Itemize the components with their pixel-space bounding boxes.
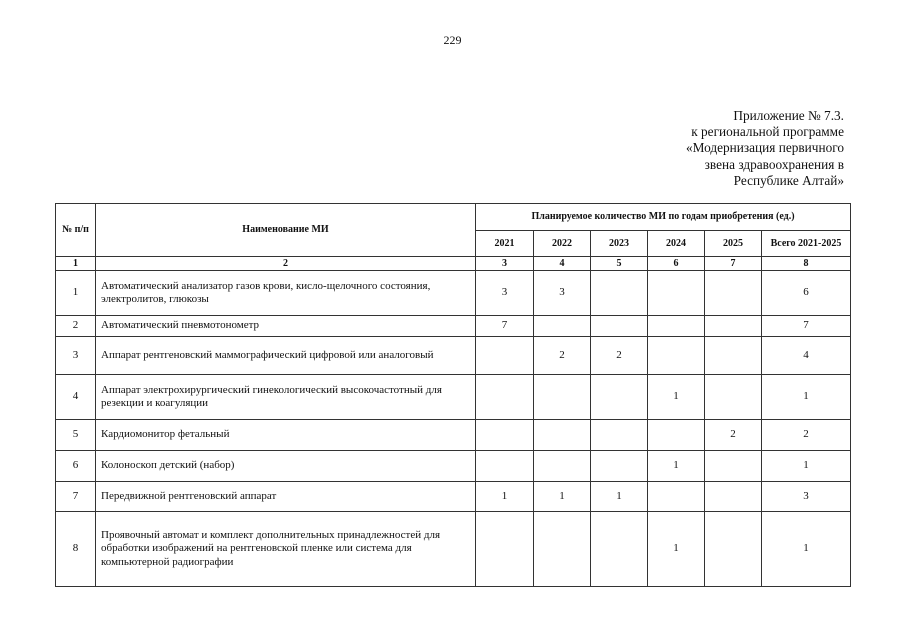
- row-value-2021: 3: [476, 271, 534, 316]
- table-row: [56, 316, 851, 337]
- row-value-total: 3: [762, 482, 851, 512]
- table-row: [56, 512, 851, 587]
- column-number: 2: [96, 257, 476, 271]
- equipment-table: [55, 203, 851, 587]
- column-number: 4: [534, 257, 591, 271]
- annex-line: «Модернизация первичного: [685, 140, 844, 156]
- table-row: [56, 271, 851, 316]
- row-num: 6: [56, 451, 96, 482]
- row-value-2025: [705, 482, 762, 512]
- row-value-2022: [534, 451, 591, 482]
- row-value-total: 2: [762, 420, 851, 451]
- row-name: Аппарат рентгеновский маммографический цифровой или аналоговый: [96, 337, 476, 375]
- table-row: [56, 375, 851, 420]
- row-name: Проявочный автомат и комплект дополнительных принадлежностей для обработки изображений на рентгеновской пленке или система для компьютерной радиографии: [96, 512, 476, 587]
- row-value-2021: [476, 451, 534, 482]
- row-num: 8: [56, 512, 96, 587]
- row-value-2024: [648, 420, 705, 451]
- row-value-2022: 2: [534, 337, 591, 375]
- row-value-2022: [534, 316, 591, 337]
- row-value-2024: [648, 316, 705, 337]
- row-value-2021: [476, 512, 534, 587]
- row-value-total: 7: [762, 316, 851, 337]
- row-name: Автоматический анализатор газов крови, кисло-щелочного состояния, электролитов, глюкозы: [96, 271, 476, 316]
- row-value-2025: [705, 316, 762, 337]
- row-value-2023: [591, 420, 648, 451]
- row-value-total: 1: [762, 451, 851, 482]
- column-number: 8: [762, 257, 851, 271]
- row-value-2021: 1: [476, 482, 534, 512]
- row-value-2022: 3: [534, 271, 591, 316]
- page-number: 229: [443, 33, 462, 47]
- header-year: 2022: [534, 231, 591, 257]
- row-value-2021: [476, 375, 534, 420]
- annex-line: Приложение № 7.3.: [733, 108, 844, 123]
- row-name: Передвижной рентгеновский аппарат: [96, 482, 476, 512]
- row-value-2025: [705, 451, 762, 482]
- column-number-row: [56, 257, 851, 271]
- row-value-2023: 1: [591, 482, 648, 512]
- row-num: 7: [56, 482, 96, 512]
- row-num: 1: [56, 271, 96, 316]
- annex-line: звена здравоохранения в: [704, 156, 844, 172]
- header-planned: Планируемое количество МИ по годам приобретения (ед.): [476, 204, 851, 231]
- row-value-total: 6: [762, 271, 851, 316]
- column-number: 3: [476, 257, 534, 271]
- row-value-total: 4: [762, 337, 851, 375]
- header-year: 2025: [705, 231, 762, 257]
- annex-heading: [686, 108, 844, 189]
- row-name: Автоматический пневмотонометр: [96, 316, 476, 337]
- row-value-2022: [534, 375, 591, 420]
- table-row: [56, 420, 851, 451]
- row-value-2022: [534, 512, 591, 587]
- row-value-2021: 7: [476, 316, 534, 337]
- row-value-2024: 1: [648, 375, 705, 420]
- annex-line: Республике Алтай»: [733, 172, 844, 188]
- row-value-2023: [591, 375, 648, 420]
- header-year: 2024: [648, 231, 705, 257]
- table-row: [56, 451, 851, 482]
- row-value-2023: [591, 451, 648, 482]
- row-value-2025: [705, 337, 762, 375]
- header-name: Наименование МИ: [96, 204, 476, 257]
- row-value-2023: [591, 271, 648, 316]
- row-value-2023: [591, 316, 648, 337]
- row-value-2024: [648, 337, 705, 375]
- column-number: 6: [648, 257, 705, 271]
- row-name: Колоноскоп детский (набор): [96, 451, 476, 482]
- row-value-2025: [705, 512, 762, 587]
- row-value-2024: [648, 482, 705, 512]
- row-value-2021: [476, 337, 534, 375]
- row-value-2025: 2: [705, 420, 762, 451]
- table-row: [56, 337, 851, 375]
- row-name: Кардиомонитор фетальный: [96, 420, 476, 451]
- row-name: Аппарат электрохирургический гинекологический высокочастотный для резекции и коагуляции: [96, 375, 476, 420]
- row-num: 5: [56, 420, 96, 451]
- row-num: 3: [56, 337, 96, 375]
- header-total: Всего 2021-2025: [762, 231, 851, 257]
- column-number: 1: [56, 257, 96, 271]
- row-value-2023: 2: [591, 337, 648, 375]
- table-row: [56, 482, 851, 512]
- row-value-2022: [534, 420, 591, 451]
- header-num: № п/п: [56, 204, 96, 257]
- row-value-2024: 1: [648, 451, 705, 482]
- header-year: 2021: [476, 231, 534, 257]
- row-value-2024: [648, 271, 705, 316]
- header-year: 2023: [591, 231, 648, 257]
- column-number: 5: [591, 257, 648, 271]
- row-value-total: 1: [762, 512, 851, 587]
- row-num: 4: [56, 375, 96, 420]
- row-value-total: 1: [762, 375, 851, 420]
- row-value-2023: [591, 512, 648, 587]
- row-value-2024: 1: [648, 512, 705, 587]
- row-value-2025: [705, 271, 762, 316]
- row-value-2021: [476, 420, 534, 451]
- column-number: 7: [705, 257, 762, 271]
- row-value-2025: [705, 375, 762, 420]
- row-value-2022: 1: [534, 482, 591, 512]
- row-num: 2: [56, 316, 96, 337]
- annex-line: к региональной программе: [691, 124, 844, 140]
